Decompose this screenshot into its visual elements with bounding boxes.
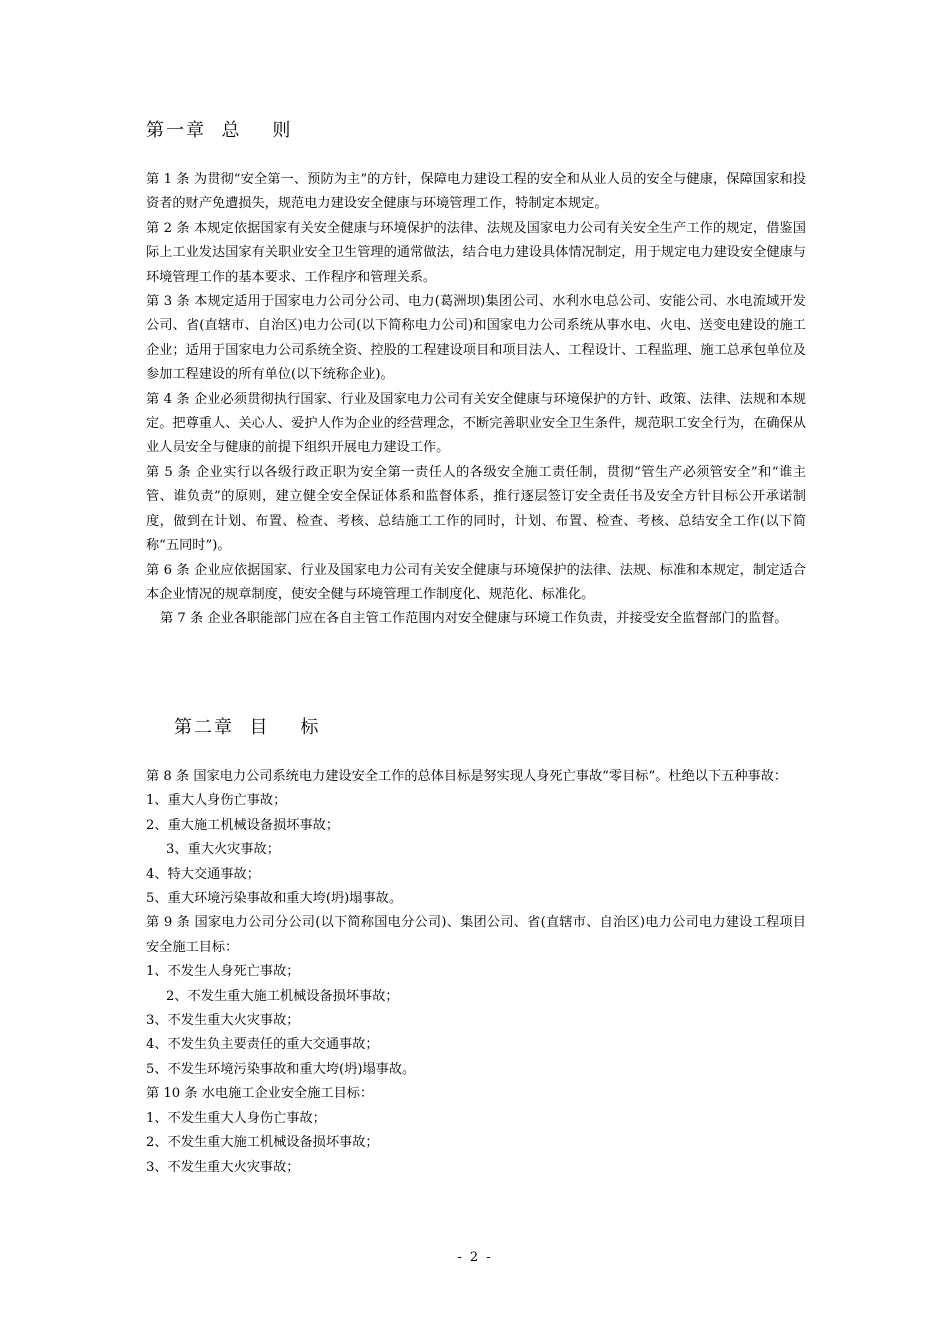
list-item: 4、不发生负主要责任的重大交通事故； — [146, 1037, 379, 1053]
article-2: 第 2 条 本规定依据国家有关安全健康与环境保护的法律、法规及国家电力公司有关安全生产工作的规定，借鉴国际上工业发达国家有关职业安全卫生管理的通常做法，结合电力建设具体情况制定，用于规定电力建设安全健康与环境管理工作的基本要求、工作程序和管理关系。 — [146, 220, 806, 285]
article-9: 第 9 条 国家电力公司分公司(以下简称国电分公司)、集团公司、省(直辖市、自治区)电力公司电力建设工程项目安全施工目标： — [146, 915, 806, 955]
list-item: 5、重大环境污染事故和重大垮(坍)塌事故。 — [146, 891, 403, 907]
page-number: - 2 - — [457, 1250, 493, 1265]
chapter-1-body — [146, 168, 806, 632]
list-item: 1、不发生人身死亡事故； — [146, 964, 300, 980]
article-1: 第 1 条 为贯彻“安全第一、预防为主”的方针，保障电力建设工程的安全和从业人员的安全与健康，保障国家和投资者的财产免遭损失，规范电力建设安全健康与环境管理工作，特制定本规定。 — [146, 172, 806, 212]
article-3: 第 3 条 本规定适用于国家电力公司分公司、电力(葛洲坝)集团公司、水利水电总公司、安能公司、水电流域开发公司、省(直辖市、自治区)电力公司(以下简称电力公司)和国家电力公司系统从事水电、火电、送变电建设的施工企业；适用于国家电力公司系统全资、控股的工程建设项目和项目法人、工程设计、工程监理、施工总承包单位及参加工程建设的所有单位(以下统称企业)。 — [146, 294, 806, 383]
list-item: 1、不发生重大人身伤亡事故； — [146, 1110, 326, 1126]
list-item: 2、不发生重大施工机械设备损坏事故； — [146, 1135, 379, 1151]
article-5: 第 5 条 企业实行以各级行政正职为安全第一责任人的各级安全施工责任制，贯彻“管生产必须管安全”和“谁主管、谁负责”的原则，建立健全安全保证体系和监督体系，推行逐层签订安全责任书及安全方针目标公开承诺制度，做到在计划、布置、检查、考核、总结施工工作的同时，计划、布置、检查、考核、总结安全工作(以下简称“五同时”)。 — [146, 464, 806, 554]
chapter-2-title: 第二章 目 标 — [174, 717, 321, 738]
chapter-1-title: 第一章 总 则 — [146, 120, 293, 141]
list-item: 2、不发生重大施工机械设备损坏事故； — [166, 988, 399, 1004]
article-10: 第 10 条 水电施工企业安全施工目标： — [146, 1086, 374, 1102]
article-8: 第 8 条 国家电力公司系统电力建设安全工作的总体目标是努实现人身死亡事故“零目标”。杜绝以下五种事故： — [146, 769, 788, 784]
list-item: 5、不发生环境污染事故和重大垮(坍)塌事故。 — [146, 1061, 416, 1077]
list-item: 2、重大施工机械设备损坏事故； — [146, 817, 340, 833]
article-6: 第 6 条 企业应依据国家、行业及国家电力公司有关安全健康与环境保护的法律、法规、标准和本规定，制定适合本企业情况的规章制度，使安全健与环境管理工作制度化、规范化、标准化。 — [146, 562, 806, 602]
list-item: 4、特大交通事故； — [146, 866, 260, 882]
list-item: 1、重大人身伤亡事故； — [146, 793, 287, 809]
list-item: 3、重大火灾事故； — [166, 842, 280, 858]
chapter-2-body — [146, 765, 806, 1180]
article-7: 第 7 条 企业各职能部门应在各自主管工作范围内对安全健康与环境工作负责，并接受安全监督部门的监督。 — [160, 611, 788, 627]
article-4: 第 4 条 企业必须贯彻执行国家、行业及国家电力公司有关安全健康与环境保护的方针、政策、法律、法规和本规定。把尊重人、关心人、爱护人作为企业的经营理念，不断完善职业安全卫生条件，规范职工安全行为，在确保从业人员安全与健康的前提下组织开展电力建设工作。 — [146, 391, 806, 456]
list-item: 3、不发生重大火灾事故； — [146, 1159, 300, 1175]
list-item: 3、不发生重大火灾事故； — [146, 1013, 300, 1029]
